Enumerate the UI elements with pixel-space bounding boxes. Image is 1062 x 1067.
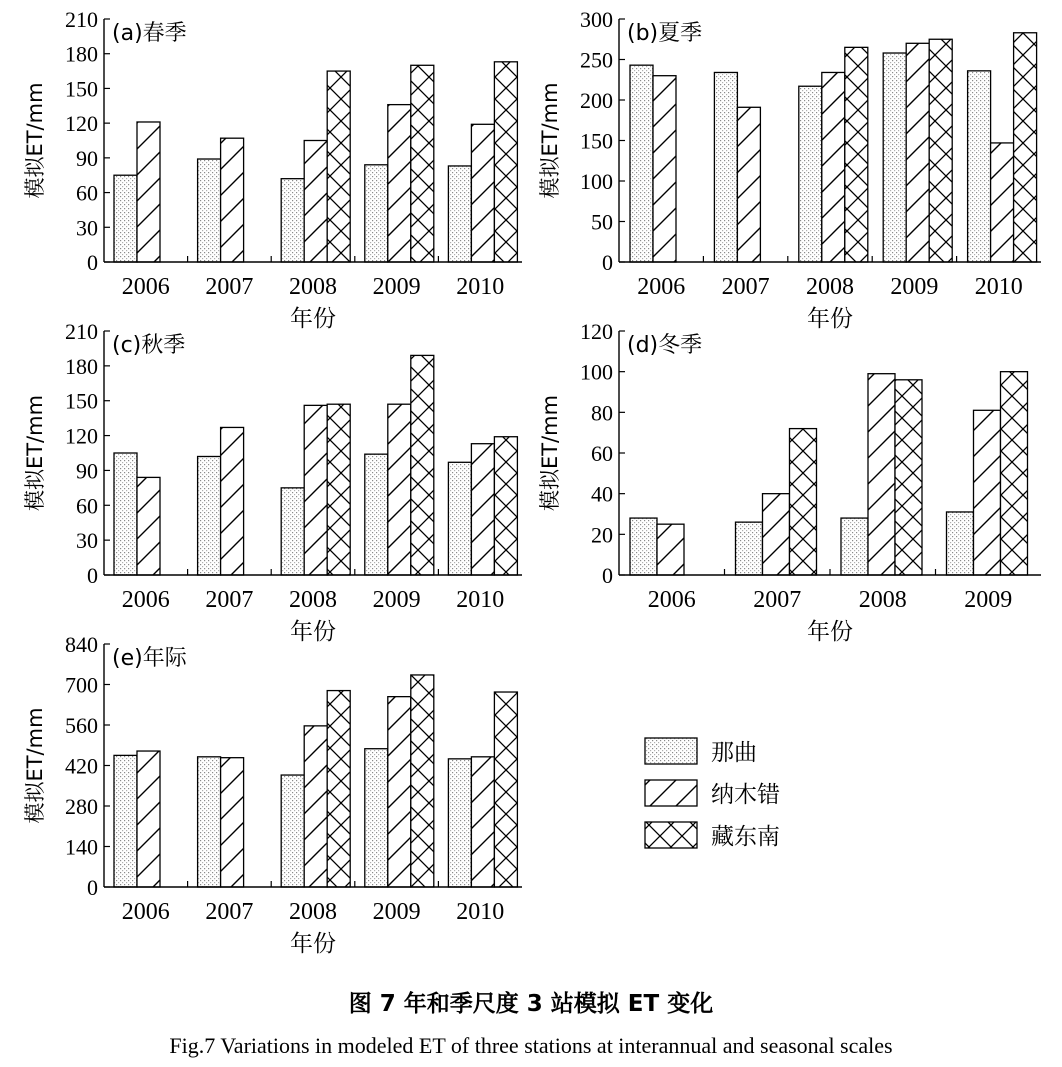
y-tick-label: 210 xyxy=(65,319,98,344)
bar-zangdongnan-2009 xyxy=(1001,372,1028,575)
bar-namco-2007 xyxy=(737,107,760,262)
x-tick-label: 2010 xyxy=(456,899,505,925)
bar-zangdongnan-2010 xyxy=(1014,33,1037,262)
x-axis-title: 年份 xyxy=(807,619,853,645)
bar-namco-2007 xyxy=(221,427,244,575)
bar-zangdongnan-2007 xyxy=(790,429,817,575)
y-tick-label: 200 xyxy=(580,88,613,113)
bar-namco-2006 xyxy=(137,122,160,262)
bar-naqu-2009 xyxy=(883,53,906,262)
bar-naqu-2010 xyxy=(968,71,991,262)
bar-naqu-2010 xyxy=(448,759,471,887)
bar-namco-2007 xyxy=(221,758,244,887)
panel-label: (e)年际 xyxy=(112,646,187,671)
caption-chinese: 图 7 年和季尺度 3 站模拟 ET 变化 xyxy=(348,991,714,1017)
panel-label: (b)夏季 xyxy=(627,21,703,46)
y-tick-label: 180 xyxy=(65,41,98,67)
legend-label: 藏东南 xyxy=(711,824,780,850)
bar-zangdongnan-2009 xyxy=(929,39,952,262)
bar-naqu-2009 xyxy=(365,749,388,887)
y-tick-label: 700 xyxy=(65,672,98,698)
y-tick-label: 150 xyxy=(580,128,613,154)
bar-namco-2009 xyxy=(906,43,929,262)
x-tick-label: 2006 xyxy=(121,587,170,613)
y-tick-label: 150 xyxy=(65,76,98,102)
legend-item-zangdongnan xyxy=(645,822,780,850)
x-tick-label: 2009 xyxy=(890,274,939,300)
bar-namco-2010 xyxy=(991,143,1014,262)
x-axis-title: 年份 xyxy=(807,306,853,332)
x-tick-label: 2009 xyxy=(372,587,421,613)
x-tick-label: 2006 xyxy=(637,274,686,300)
y-tick-label: 280 xyxy=(65,794,98,819)
y-tick-label: 250 xyxy=(580,47,613,73)
bar-namco-2006 xyxy=(137,751,160,887)
y-tick-label: 0 xyxy=(87,875,98,900)
x-tick-label: 2009 xyxy=(372,899,421,925)
y-tick-label: 30 xyxy=(76,528,98,554)
bar-naqu-2009 xyxy=(365,165,388,262)
bar-naqu-2007 xyxy=(736,522,763,575)
y-tick-label: 150 xyxy=(65,388,98,414)
x-tick-label: 2009 xyxy=(964,587,1013,613)
x-tick-label: 2008 xyxy=(858,587,907,613)
y-tick-label: 180 xyxy=(65,353,98,379)
bar-namco-2010 xyxy=(471,444,494,575)
chart-panel-e xyxy=(23,632,522,957)
bar-namco-2008 xyxy=(868,374,895,575)
bar-namco-2009 xyxy=(388,697,411,887)
y-tick-label: 50 xyxy=(591,209,613,235)
bar-zangdongnan-2009 xyxy=(411,675,434,887)
panel-label: (c)秋季 xyxy=(112,333,186,358)
bar-naqu-2008 xyxy=(281,488,304,575)
bar-naqu-2006 xyxy=(630,65,653,262)
bar-naqu-2008 xyxy=(281,179,304,262)
y-tick-label: 0 xyxy=(87,250,98,275)
y-tick-label: 100 xyxy=(580,359,613,385)
x-tick-label: 2006 xyxy=(647,587,696,613)
bar-zangdongnan-2009 xyxy=(411,65,434,262)
y-axis-title: 模拟ET/mm xyxy=(23,394,47,512)
x-tick-label: 2008 xyxy=(806,274,854,300)
bar-namco-2007 xyxy=(763,494,790,575)
bar-zangdongnan-2008 xyxy=(327,691,350,887)
y-axis-title: 模拟ET/mm xyxy=(538,82,562,199)
legend-swatch xyxy=(645,738,697,764)
y-tick-label: 80 xyxy=(591,400,613,426)
y-tick-label: 140 xyxy=(65,834,98,860)
legend-swatch xyxy=(645,822,697,848)
bar-namco-2008 xyxy=(304,726,327,887)
y-tick-label: 60 xyxy=(76,180,98,206)
y-tick-label: 90 xyxy=(76,458,98,484)
y-tick-label: 60 xyxy=(591,441,613,466)
legend-swatch xyxy=(645,780,697,806)
panel-label: (a)春季 xyxy=(112,21,187,46)
x-tick-label: 2008 xyxy=(289,899,337,925)
legend-label: 纳木错 xyxy=(711,782,780,808)
bar-namco-2008 xyxy=(822,72,845,262)
bar-naqu-2009 xyxy=(947,512,974,575)
x-tick-label: 2008 xyxy=(289,274,337,300)
chart-panel-a xyxy=(23,7,522,332)
bar-namco-2009 xyxy=(388,404,411,575)
bar-namco-2009 xyxy=(388,105,411,262)
bar-namco-2010 xyxy=(471,124,494,262)
x-tick-label: 2007 xyxy=(205,587,254,613)
y-tick-label: 60 xyxy=(76,493,98,519)
y-tick-label: 560 xyxy=(65,713,98,738)
bar-zangdongnan-2009 xyxy=(411,355,434,575)
bar-zangdongnan-2008 xyxy=(845,47,868,262)
y-tick-label: 0 xyxy=(602,250,613,275)
bar-naqu-2007 xyxy=(714,72,737,262)
bar-zangdongnan-2008 xyxy=(327,71,350,262)
x-tick-label: 2006 xyxy=(121,899,170,925)
x-tick-label: 2010 xyxy=(456,274,505,300)
x-tick-label: 2007 xyxy=(205,274,254,300)
panel-label: (d)冬季 xyxy=(627,333,703,358)
bar-zangdongnan-2008 xyxy=(895,380,922,575)
bar-naqu-2006 xyxy=(114,453,137,575)
y-tick-label: 300 xyxy=(580,7,613,32)
bar-namco-2006 xyxy=(137,477,160,575)
y-tick-label: 840 xyxy=(65,632,98,657)
bar-naqu-2006 xyxy=(114,175,137,262)
legend-label: 那曲 xyxy=(711,740,757,766)
bar-namco-2007 xyxy=(221,138,244,262)
bar-namco-2009 xyxy=(974,410,1001,575)
bar-namco-2008 xyxy=(304,141,327,263)
y-axis-title: 模拟ET/mm xyxy=(23,707,47,824)
y-axis-title: 模拟ET/mm xyxy=(538,394,562,512)
bar-naqu-2010 xyxy=(448,462,471,575)
bar-naqu-2010 xyxy=(448,166,471,262)
x-tick-label: 2007 xyxy=(721,274,770,300)
chart-panel-d xyxy=(538,319,1041,645)
bar-naqu-2007 xyxy=(198,159,221,262)
legend xyxy=(645,738,780,850)
y-tick-label: 120 xyxy=(65,423,98,449)
y-tick-label: 100 xyxy=(580,169,613,194)
y-tick-label: 20 xyxy=(591,522,613,548)
x-tick-label: 2007 xyxy=(753,587,802,613)
bar-zangdongnan-2010 xyxy=(494,437,517,575)
x-tick-label: 2006 xyxy=(121,274,170,300)
y-tick-label: 420 xyxy=(65,753,98,779)
x-axis-title: 年份 xyxy=(290,619,336,645)
y-tick-label: 40 xyxy=(591,481,613,507)
bar-namco-2008 xyxy=(304,405,327,575)
y-tick-label: 120 xyxy=(65,111,98,137)
x-tick-label: 2009 xyxy=(372,274,421,300)
legend-item-naqu xyxy=(645,738,757,766)
bar-zangdongnan-2010 xyxy=(494,692,517,887)
x-tick-label: 2007 xyxy=(205,899,254,925)
y-tick-label: 120 xyxy=(580,319,613,344)
bar-naqu-2008 xyxy=(841,518,868,575)
chart-panel-b xyxy=(538,7,1041,332)
bar-zangdongnan-2008 xyxy=(327,404,350,575)
y-axis-title: 模拟ET/mm xyxy=(23,82,47,199)
bar-naqu-2008 xyxy=(281,775,304,887)
y-tick-label: 90 xyxy=(76,145,98,171)
x-axis-title: 年份 xyxy=(290,306,336,332)
caption-english: Fig.7 Variations in modeled ET of three stations at interannual and seasonal scales xyxy=(169,1033,893,1058)
bar-zangdongnan-2010 xyxy=(494,62,517,262)
bar-naqu-2006 xyxy=(114,755,137,887)
bar-naqu-2007 xyxy=(198,456,221,575)
bar-naqu-2008 xyxy=(799,86,822,262)
legend-item-namco xyxy=(645,780,780,808)
bar-namco-2006 xyxy=(657,524,684,575)
bar-naqu-2007 xyxy=(198,757,221,887)
bar-namco-2010 xyxy=(471,757,494,887)
chart-panel-c xyxy=(23,319,522,645)
y-tick-label: 0 xyxy=(87,563,98,588)
y-tick-label: 0 xyxy=(602,563,613,588)
y-tick-label: 30 xyxy=(76,215,98,241)
y-tick-label: 210 xyxy=(65,7,98,32)
bar-naqu-2006 xyxy=(630,518,657,575)
x-tick-label: 2008 xyxy=(289,587,337,613)
x-tick-label: 2010 xyxy=(974,274,1023,300)
x-tick-label: 2010 xyxy=(456,587,505,613)
x-axis-title: 年份 xyxy=(290,931,336,957)
bar-namco-2006 xyxy=(653,76,676,262)
bar-naqu-2009 xyxy=(365,454,388,575)
